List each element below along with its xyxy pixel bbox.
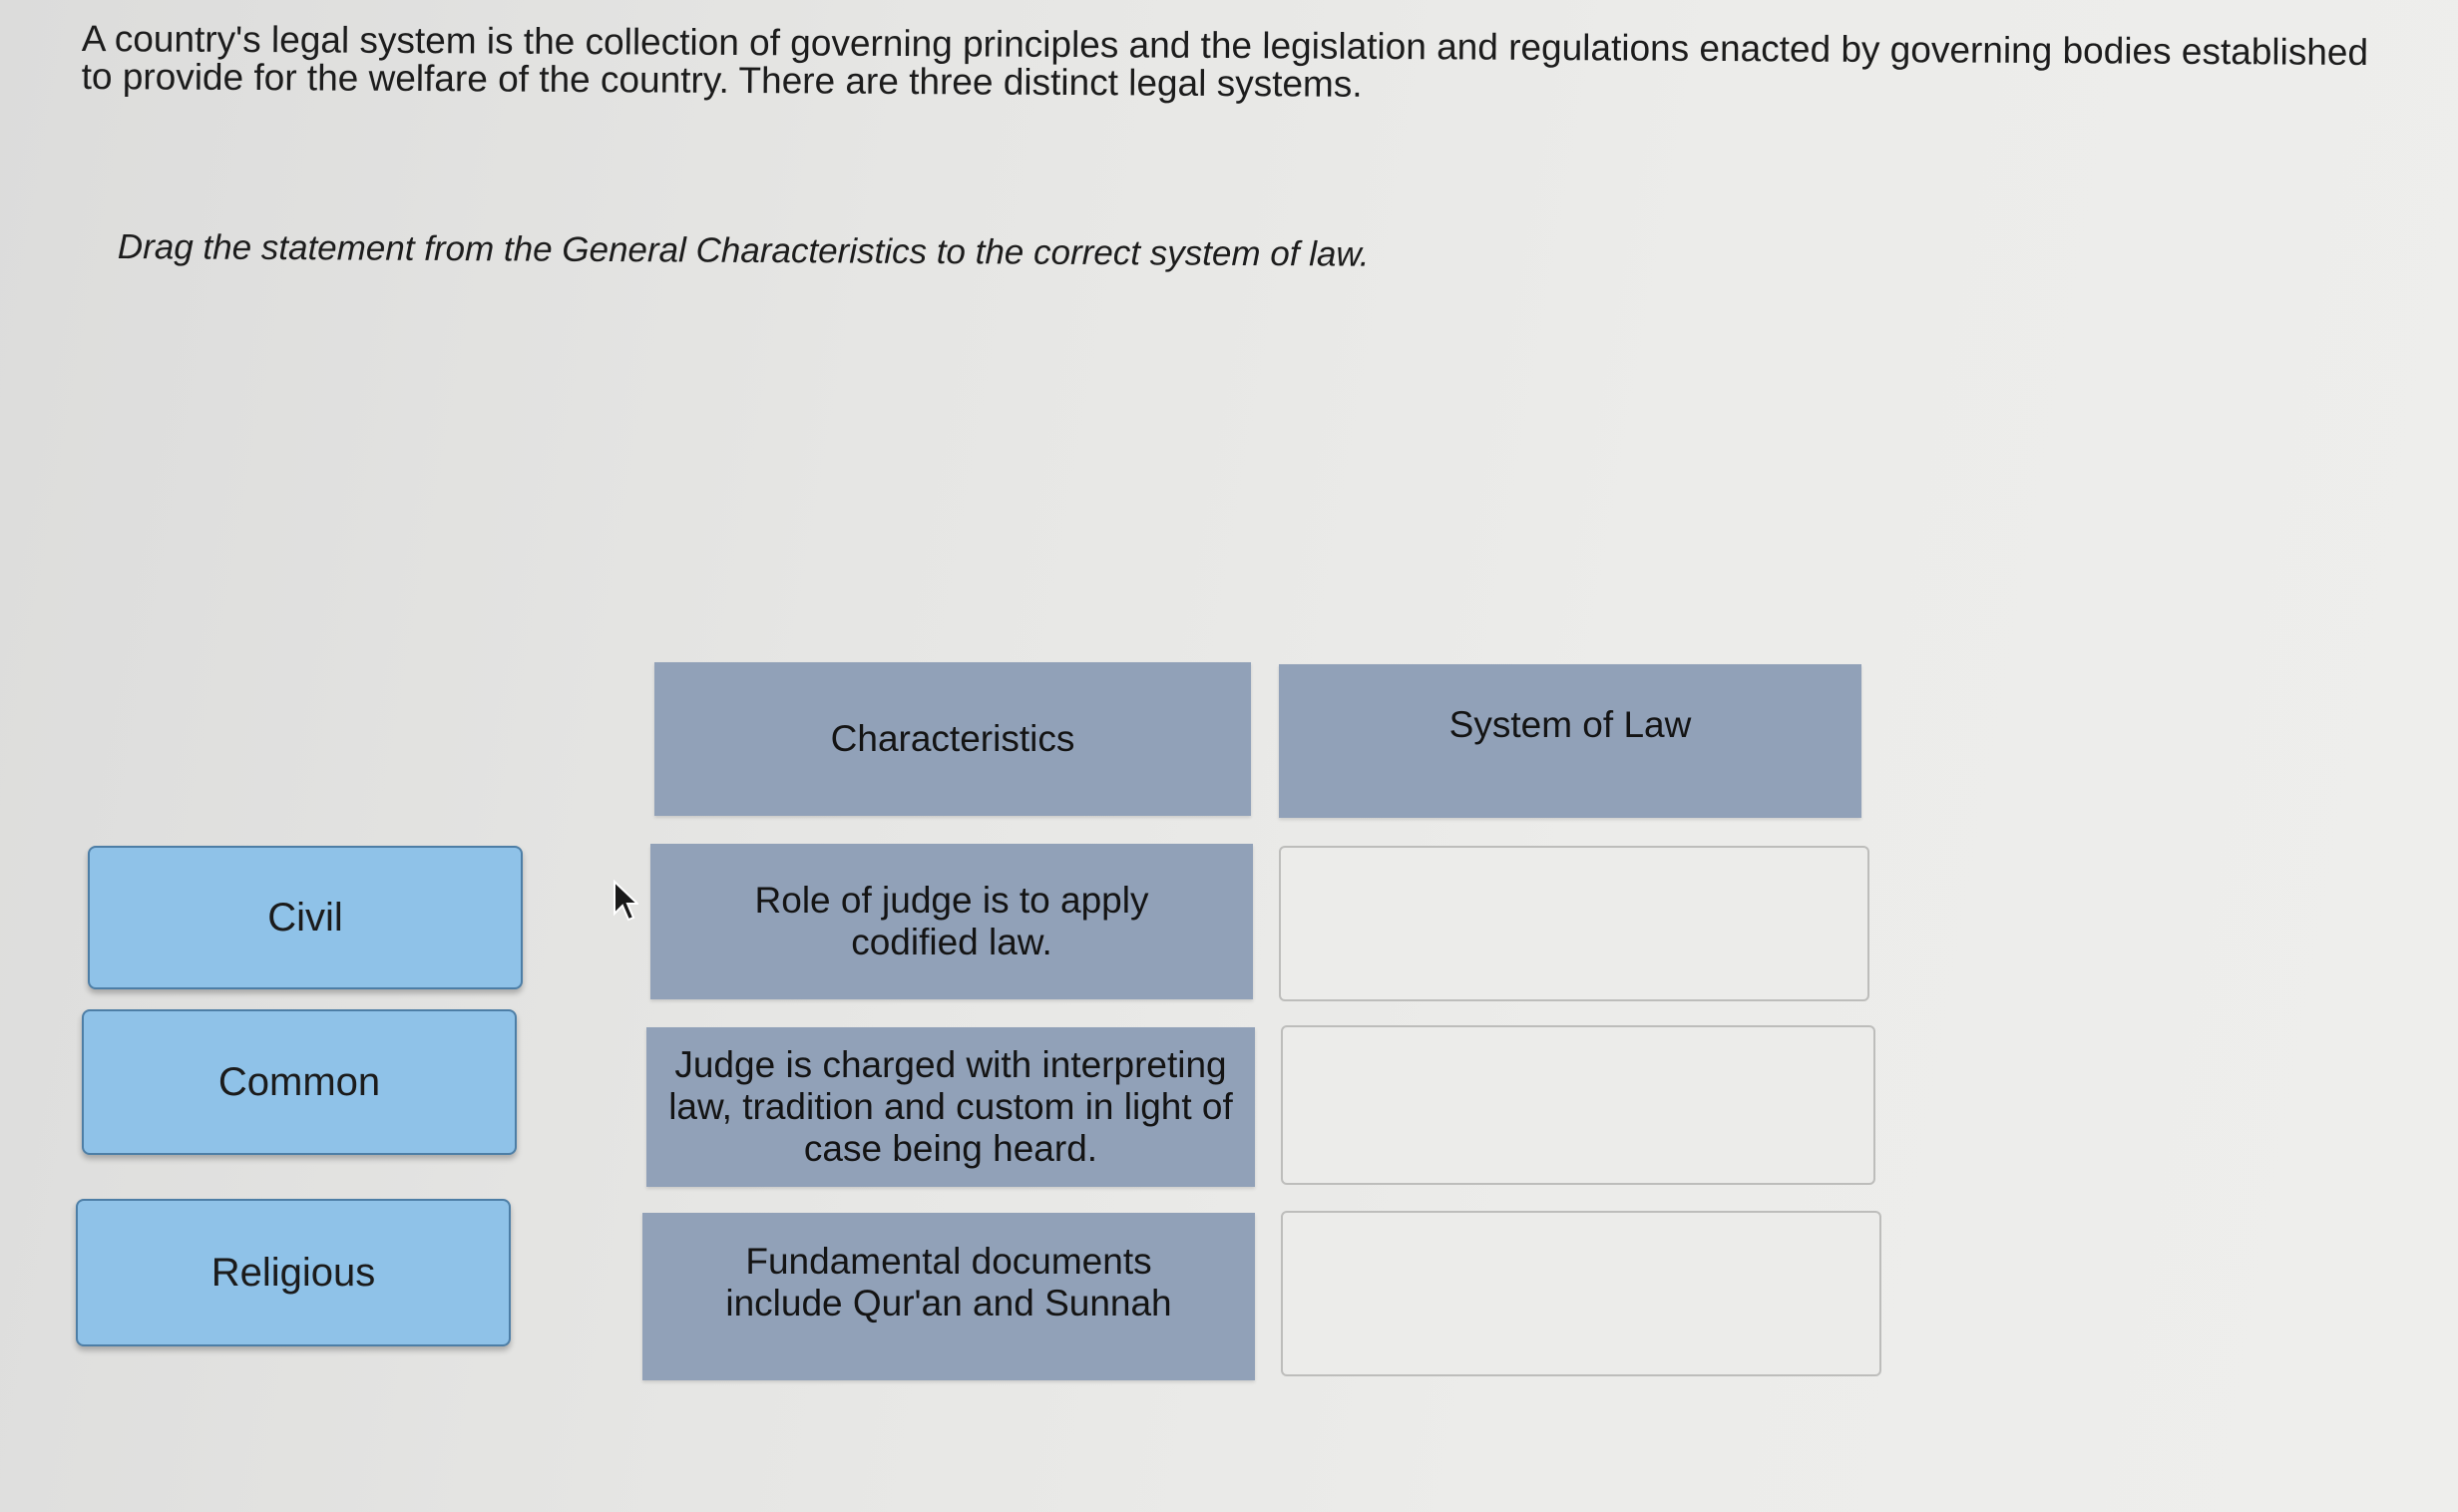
characteristic-row-1: [650, 844, 1253, 999]
drop-zone-row-3[interactable]: [1281, 1211, 1881, 1376]
option-civil-label: Civil: [267, 895, 343, 940]
intro-paragraph: A country's legal system is the collection of governing principles and the legislation and regulations enacted by governing bodies established to provide for the welfare of the country. There are three distinct legal systems.: [81, 18, 2369, 105]
option-common[interactable]: [82, 1009, 517, 1155]
characteristic-row-1-text: Role of judge is to apply codified law.: [754, 880, 1149, 962]
header-characteristics-label: Characteristics: [830, 718, 1075, 759]
characteristic-row-2-text: Judge is charged with interpreting law, tradition and custom in light of case being heard.: [668, 1044, 1233, 1169]
drop-zone-row-1[interactable]: [1279, 846, 1869, 1001]
option-civil[interactable]: [88, 846, 523, 989]
option-religious-label: Religious: [210, 1250, 376, 1295]
characteristic-row-3-text: Fundamental documents include Qur'an and Sunnah: [725, 1241, 1172, 1323]
characteristic-row-3: [642, 1213, 1255, 1380]
drop-zone-row-2[interactable]: [1281, 1025, 1875, 1185]
characteristic-row-2: [646, 1027, 1255, 1187]
header-system-of-law: [1279, 664, 1861, 818]
header-characteristics: [654, 662, 1251, 816]
option-common-label: Common: [217, 1059, 381, 1104]
instruction-text: Drag the statement from the General Characteristics to the correct system of law.: [117, 227, 1370, 274]
option-religious[interactable]: [76, 1199, 511, 1346]
header-system-of-law-label: System of Law: [1448, 704, 1692, 745]
mouse-pointer-icon: [613, 880, 638, 924]
